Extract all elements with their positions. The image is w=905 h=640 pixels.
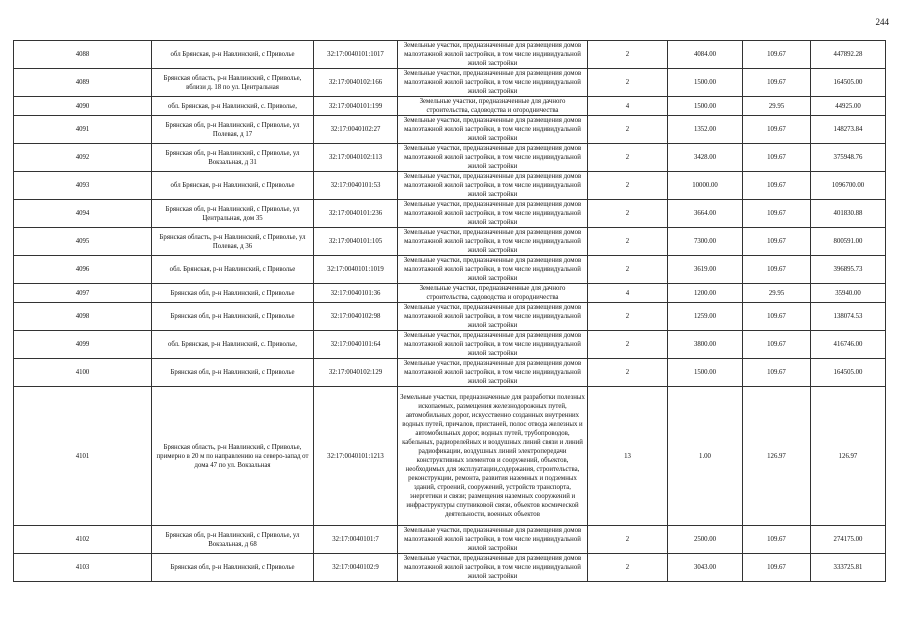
cadastral-value-cell: 148273.84	[811, 116, 886, 144]
page-number: 244	[875, 17, 889, 27]
specific-value-cell: 29.95	[743, 97, 811, 116]
table-row	[14, 331, 886, 359]
address-cell: Брянская область, р-н Навлинский, с Приволье, вблизи д. 18 по ул. Центральная	[152, 69, 314, 97]
address-cell: обл. Брянская, р-н Навлинский, с. Приволье,	[152, 97, 314, 116]
use-group-cell: 2	[588, 41, 668, 69]
record-number: 4093	[14, 172, 152, 200]
cadastral-number-cell: 32:17:0040102:98	[314, 303, 398, 331]
area-cell: 7300.00	[668, 228, 743, 256]
land-use-cell: Земельные участки, предназначенные для размещения домов малоэтажной жилой застройки, в том числе индивидуальной жилой застройки	[398, 144, 588, 172]
cadastral-number-cell: 32:17:0040102:166	[314, 69, 398, 97]
area-cell: 2500.00	[668, 526, 743, 554]
specific-value-cell: 109.67	[743, 116, 811, 144]
specific-value-cell: 109.67	[743, 200, 811, 228]
cadastral-value-cell: 416746.00	[811, 331, 886, 359]
land-use-cell: Земельные участки, предназначенные для размещения домов малоэтажной жилой застройки, в том числе индивидуальной жилой застройки	[398, 116, 588, 144]
use-group-cell: 2	[588, 116, 668, 144]
address-cell: обл. Брянская, р-н Навлинский, с. Приволье,	[152, 331, 314, 359]
area-cell: 10000.00	[668, 172, 743, 200]
specific-value-cell: 109.67	[743, 228, 811, 256]
use-group-cell: 2	[588, 256, 668, 284]
use-group-cell: 2	[588, 172, 668, 200]
record-number: 4097	[14, 284, 152, 303]
table-row	[14, 228, 886, 256]
cadastral-value-cell: 138074.53	[811, 303, 886, 331]
record-number: 4098	[14, 303, 152, 331]
table-row	[14, 172, 886, 200]
cadastral-value-cell: 800591.00	[811, 228, 886, 256]
specific-value-cell: 29.95	[743, 284, 811, 303]
specific-value-cell: 109.67	[743, 172, 811, 200]
record-number: 4091	[14, 116, 152, 144]
table-row	[14, 41, 886, 69]
address-cell: Брянская обл, р-н Навлинский, с Приволье	[152, 359, 314, 387]
cadastral-value-cell: 401830.88	[811, 200, 886, 228]
area-cell: 3619.00	[668, 256, 743, 284]
area-cell: 1.00	[668, 387, 743, 526]
record-number: 4101	[14, 387, 152, 526]
land-use-cell: Земельные участки, предназначенные для размещения домов малоэтажной жилой застройки, в том числе индивидуальной жилой застройки	[398, 526, 588, 554]
use-group-cell: 2	[588, 303, 668, 331]
specific-value-cell: 109.67	[743, 69, 811, 97]
table-row	[14, 200, 886, 228]
cadastral-number-cell: 32:17:0040101:1213	[314, 387, 398, 526]
table-row	[14, 116, 886, 144]
table-row	[14, 256, 886, 284]
cadastral-value-cell: 274175.00	[811, 526, 886, 554]
cadastral-number-cell: 32:17:0040101:53	[314, 172, 398, 200]
use-group-cell: 2	[588, 200, 668, 228]
use-group-cell: 2	[588, 331, 668, 359]
specific-value-cell: 126.97	[743, 387, 811, 526]
cadastral-number-cell: 32:17:0040102:113	[314, 144, 398, 172]
table-row	[14, 69, 886, 97]
address-cell: Брянская область, р-н Навлинский, с Приволье, примерно в 20 м по направлению на северо-запад от дома 47 по ул. Вокзальная	[152, 387, 314, 526]
cadastral-number-cell: 32:17:0040101:1019	[314, 256, 398, 284]
record-number: 4092	[14, 144, 152, 172]
address-cell: Брянская обл, р-н Навлинский, с Приволье, ул Вокзальная, д 31	[152, 144, 314, 172]
area-cell: 1500.00	[668, 97, 743, 116]
land-use-cell: Земельные участки, предназначенные для размещения домов малоэтажной жилой застройки, в том числе индивидуальной жилой застройки	[398, 256, 588, 284]
address-cell: обл. Брянская, р-н Навлинский, с Приволье	[152, 256, 314, 284]
record-number: 4096	[14, 256, 152, 284]
record-number: 4102	[14, 526, 152, 554]
record-number: 4094	[14, 200, 152, 228]
use-group-cell: 2	[588, 554, 668, 582]
area-cell: 3800.00	[668, 331, 743, 359]
cadastral-number-cell: 32:17:0040101:36	[314, 284, 398, 303]
area-cell: 3043.00	[668, 554, 743, 582]
specific-value-cell: 109.67	[743, 256, 811, 284]
record-number: 4100	[14, 359, 152, 387]
area-cell: 1200.00	[668, 284, 743, 303]
record-number: 4090	[14, 97, 152, 116]
address-cell: Брянская обл, р-н Навлинский, с Приволье, ул Центральная, дом 35	[152, 200, 314, 228]
land-use-cell: Земельные участки, предназначенные для разработки полезных ископаемых, размещения железнодорожных путей, автомобильных дорог, искусственно созданных внутренних водных путей, причалов, пристаней, полос отвода железных и автомобильных дорог, водных путей, трубопроводов, кабельных, радиорелейных и воздушных линий связи и линий радиофикации, воздушных линий электропередачи конструктивных элементов и сооружений, объектов, необходимых для эксплуатации,содержания, строительства, реконструкции, ремонта, развития наземных и подземных зданий, строений, сооружений, устройств транспорта, энергетики и связи; размещения наземных сооружений и инфраструктуры спутниковой связи, объектов космической деятельности, военных объектов	[398, 387, 588, 526]
area-cell: 4084.00	[668, 41, 743, 69]
use-group-cell: 2	[588, 359, 668, 387]
table-row	[14, 526, 886, 554]
specific-value-cell: 109.67	[743, 359, 811, 387]
address-cell: Брянская обл, р-н Навлинский, с Приволье, ул Полевая, д 17	[152, 116, 314, 144]
record-number: 4089	[14, 69, 152, 97]
use-group-cell: 2	[588, 526, 668, 554]
cadastral-value-cell: 396895.73	[811, 256, 886, 284]
table-row	[14, 144, 886, 172]
record-number: 4099	[14, 331, 152, 359]
land-use-cell: Земельные участки, предназначенные для размещения домов малоэтажной жилой застройки, в том числе индивидуальной жилой застройки	[398, 359, 588, 387]
address-cell: Брянская обл, р-н Навлинский, с Приволье, ул Вокзальная, д 68	[152, 526, 314, 554]
table-row	[14, 303, 886, 331]
specific-value-cell: 109.67	[743, 303, 811, 331]
area-cell: 1500.00	[668, 359, 743, 387]
table-body	[14, 41, 886, 582]
cadastral-number-cell: 32:17:0040101:7	[314, 526, 398, 554]
land-use-cell: Земельные участки, предназначенные для размещения домов малоэтажной жилой застройки, в том числе индивидуальной жилой застройки	[398, 228, 588, 256]
cadastral-number-cell: 32:17:0040101:1017	[314, 41, 398, 69]
address-cell: Брянская обл, р-н Навлинский, с Приволье	[152, 303, 314, 331]
cadastral-value-table	[13, 40, 886, 582]
land-use-cell: Земельные участки, предназначенные для дачного строительства, садоводства и огородничества	[398, 97, 588, 116]
area-cell: 1352.00	[668, 116, 743, 144]
specific-value-cell: 109.67	[743, 144, 811, 172]
table-row	[14, 554, 886, 582]
use-group-cell: 2	[588, 228, 668, 256]
record-number: 4088	[14, 41, 152, 69]
cadastral-value-cell: 164505.00	[811, 69, 886, 97]
land-use-cell: Земельные участки, предназначенные для размещения домов малоэтажной жилой застройки, в том числе индивидуальной жилой застройки	[398, 172, 588, 200]
use-group-cell: 4	[588, 97, 668, 116]
use-group-cell: 13	[588, 387, 668, 526]
cadastral-number-cell: 32:17:0040102:27	[314, 116, 398, 144]
cadastral-value-cell: 35940.00	[811, 284, 886, 303]
cadastral-number-cell: 32:17:0040102:129	[314, 359, 398, 387]
address-cell: обл Брянская, р-н Навлинский, с Приволье	[152, 41, 314, 69]
cadastral-value-cell: 333725.81	[811, 554, 886, 582]
land-use-cell: Земельные участки, предназначенные для размещения домов малоэтажной жилой застройки, в том числе индивидуальной жилой застройки	[398, 303, 588, 331]
cadastral-number-cell: 32:17:0040102:9	[314, 554, 398, 582]
cadastral-value-cell: 164505.00	[811, 359, 886, 387]
record-number: 4095	[14, 228, 152, 256]
cadastral-value-cell: 44925.00	[811, 97, 886, 116]
cadastral-number-cell: 32:17:0040101:199	[314, 97, 398, 116]
table-row	[14, 387, 886, 526]
land-use-cell: Земельные участки, предназначенные для размещения домов малоэтажной жилой застройки, в том числе индивидуальной жилой застройки	[398, 69, 588, 97]
use-group-cell: 4	[588, 284, 668, 303]
address-cell: Брянская область, р-н Навлинский, с Приволье, ул Полевая, д 36	[152, 228, 314, 256]
land-use-cell: Земельные участки, предназначенные для размещения домов малоэтажной жилой застройки, в том числе индивидуальной жилой застройки	[398, 554, 588, 582]
table-row	[14, 284, 886, 303]
land-use-cell: Земельные участки, предназначенные для размещения домов малоэтажной жилой застройки, в том числе индивидуальной жилой застройки	[398, 41, 588, 69]
specific-value-cell: 109.67	[743, 41, 811, 69]
table-row	[14, 359, 886, 387]
use-group-cell: 2	[588, 144, 668, 172]
specific-value-cell: 109.67	[743, 526, 811, 554]
address-cell: Брянская обл, р-н Навлинский, с Приволье	[152, 554, 314, 582]
cadastral-value-cell: 447892.28	[811, 41, 886, 69]
area-cell: 3428.00	[668, 144, 743, 172]
address-cell: Брянская обл, р-н Навлинский, с Приволье	[152, 284, 314, 303]
area-cell: 1259.00	[668, 303, 743, 331]
area-cell: 1500.00	[668, 69, 743, 97]
cadastral-number-cell: 32:17:0040101:236	[314, 200, 398, 228]
table-row	[14, 97, 886, 116]
cadastral-value-cell: 126.97	[811, 387, 886, 526]
cadastral-value-cell: 1096700.00	[811, 172, 886, 200]
cadastral-number-cell: 32:17:0040101:64	[314, 331, 398, 359]
area-cell: 3664.00	[668, 200, 743, 228]
use-group-cell: 2	[588, 69, 668, 97]
record-number: 4103	[14, 554, 152, 582]
land-use-cell: Земельные участки, предназначенные для размещения домов малоэтажной жилой застройки, в том числе индивидуальной жилой застройки	[398, 200, 588, 228]
address-cell: обл Брянская, р-н Навлинский, с Приволье	[152, 172, 314, 200]
cadastral-value-cell: 375948.76	[811, 144, 886, 172]
land-use-cell: Земельные участки, предназначенные для размещения домов малоэтажной жилой застройки, в том числе индивидуальной жилой застройки	[398, 331, 588, 359]
land-use-cell: Земельные участки, предназначенные для дачного строительства, садоводства и огородничества	[398, 284, 588, 303]
specific-value-cell: 109.67	[743, 554, 811, 582]
cadastral-number-cell: 32:17:0040101:105	[314, 228, 398, 256]
specific-value-cell: 109.67	[743, 331, 811, 359]
